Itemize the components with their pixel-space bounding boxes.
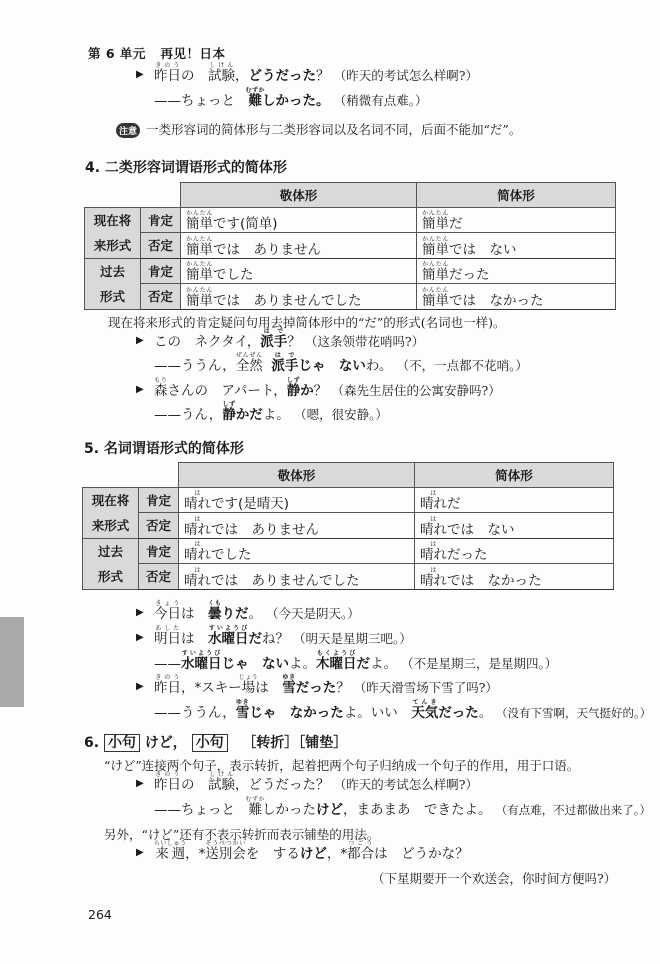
- column-header: 简体形: [415, 463, 614, 488]
- jp-text: の: [181, 777, 208, 793]
- jp-text: ？: [316, 68, 330, 84]
- furigana: かんたん: [186, 210, 213, 217]
- furigana: もくようび: [316, 650, 357, 657]
- example-zh: （不，一点都不花哨。）: [396, 358, 528, 373]
- jp-text: ね？: [262, 631, 289, 647]
- furigana: しけん: [208, 62, 235, 69]
- plain-form: 晴れはでは ない: [415, 513, 614, 539]
- furigana: すいようび: [208, 625, 249, 632]
- example-zh: （嗯，很安静。）: [294, 407, 388, 422]
- polarity-label: 否定: [139, 564, 179, 590]
- kanji-with-furigana: 水曜日すいようび: [208, 625, 249, 647]
- kanji-with-furigana: 送別会そうべつかい: [205, 840, 246, 862]
- furigana: ゆき: [282, 674, 296, 681]
- example-answer: [154, 699, 651, 722]
- kanji-with-furigana: 簡単かんたん: [186, 261, 213, 283]
- jp-text: ？: [287, 334, 301, 350]
- kanji-with-furigana: 晴れは: [184, 566, 211, 589]
- jp-text: しかった: [262, 802, 316, 818]
- polite-form: 簡単かんたんでした: [181, 258, 417, 284]
- table-row: [85, 207, 616, 233]
- polite-form: 晴れはでは ありませんでした: [179, 564, 415, 590]
- plain-form: 晴れはでは なかった: [415, 564, 614, 590]
- jp-text: ，*: [326, 846, 348, 862]
- explanation: 现在将来形式的肯定疑问句用去掉简体形中的“だ”的形式(名词也一样)。: [108, 315, 506, 330]
- kanji-with-furigana: 雪ゆき: [235, 699, 250, 721]
- furigana: きのう: [154, 62, 181, 69]
- furigana: は: [184, 515, 211, 523]
- bullet-icon: ▶: [136, 681, 144, 692]
- kanji-with-furigana: 晴れは: [184, 490, 211, 512]
- table-row: [85, 233, 616, 259]
- example-question: [136, 771, 478, 794]
- jp-text: ——ううん，: [154, 705, 236, 721]
- running-header: [88, 44, 225, 62]
- jp-bold: じゃ ない: [221, 656, 289, 672]
- jp-text: ——ううん，: [154, 358, 236, 374]
- furigana: じょう: [238, 674, 259, 681]
- adjective-conjugation-table: [84, 182, 616, 310]
- plain-form: 簡単かんたんだ: [417, 207, 616, 233]
- jp-text: この ネクタイ，: [154, 334, 261, 350]
- example-zh: （森先生居住的公寓安静吗?）: [331, 383, 501, 398]
- jp-text: よ。いい: [343, 705, 412, 721]
- jp-text: は: [181, 606, 208, 622]
- kanji-with-furigana: 簡単かんたん: [422, 235, 449, 258]
- jp-text: ——ちょっと: [154, 802, 249, 818]
- furigana: かんたん: [422, 286, 449, 294]
- furigana: かんたん: [186, 261, 213, 268]
- bullet-icon: ▶: [136, 607, 144, 618]
- explanation: “けど”连接两个句子，表示转折，起着把两个句子归纳成一个句子的作用，用于口语。: [104, 758, 580, 773]
- row-group-header: 现在将 来形式: [85, 207, 141, 258]
- example-question: [136, 600, 360, 623]
- furigana: は: [420, 541, 447, 548]
- kanji-with-furigana: 今日きょう: [154, 600, 181, 622]
- kanji-with-furigana: 晴れは: [420, 515, 447, 538]
- kanji-with-furigana: 雪ゆき: [282, 674, 296, 696]
- section-title: 5. 名词谓语形式的简体形: [84, 441, 244, 457]
- furigana: はで: [260, 328, 288, 335]
- table-row: [83, 487, 614, 513]
- section-number: 6.: [84, 735, 100, 751]
- jp-text: ，: [235, 68, 249, 84]
- kanji-with-furigana: 簡単かんたん: [422, 286, 449, 309]
- row-group-header: 现在将 来形式: [83, 487, 139, 538]
- kanji: 全然: [235, 358, 263, 374]
- kanji-with-furigana: 来週らいしゅう: [154, 840, 187, 862]
- kanji: 派手: [271, 358, 299, 374]
- furigana: むずか: [245, 796, 266, 803]
- jp-text: 。: [248, 606, 262, 622]
- furigana: は: [420, 490, 447, 497]
- example-question: [136, 62, 478, 85]
- example-question: [136, 328, 424, 351]
- unit-title: 再见！日本: [160, 46, 226, 61]
- page-number: 264: [88, 907, 112, 922]
- plain-form: 晴れはだった: [415, 538, 614, 564]
- plain-form: 晴れはだ: [415, 487, 614, 513]
- kanji-with-furigana: 晴れは: [184, 515, 211, 538]
- polite-form: 晴れはでは ありません: [179, 513, 415, 539]
- furigana: かんたん: [422, 235, 449, 243]
- furigana: は: [184, 490, 211, 497]
- example-jp: [154, 840, 469, 862]
- kanji-with-furigana: 曇くも: [208, 600, 222, 622]
- bullet-icon: ▶: [136, 335, 144, 346]
- furigana: かんたん: [422, 261, 449, 268]
- polite-form: 簡単かんたんでは ありません: [181, 233, 417, 259]
- jp-bold: けど: [316, 802, 343, 818]
- clause-box: 小句: [192, 734, 228, 752]
- furigana: すいようび: [181, 650, 222, 657]
- kanji: 派手: [260, 334, 288, 350]
- jp-bold: じゃ なかった: [249, 705, 344, 721]
- jp-text: ，*: [185, 846, 206, 862]
- polarity-label: 肯定: [141, 258, 181, 284]
- bullet-icon: ▶: [136, 847, 144, 858]
- jp-bold: けど: [299, 846, 327, 862]
- furigana: きょう: [154, 600, 181, 607]
- column-header: 简体形: [417, 183, 616, 208]
- jp-text: 。: [478, 705, 493, 721]
- usage-tags: ［转折］［铺垫］: [242, 735, 348, 751]
- furigana: くも: [208, 600, 222, 607]
- jp-text: は どうかな？: [374, 846, 469, 862]
- example-zh: （今天是阴天。）: [262, 606, 360, 621]
- section-title: 4. 二类形容词谓语形式的简体形: [85, 160, 287, 176]
- kanji-with-furigana: 簡単かんたん: [186, 286, 213, 309]
- example-question: [136, 840, 469, 863]
- row-group-header: 过去 形式: [85, 258, 141, 309]
- chapter-side-tab: [0, 617, 24, 707]
- jp-text: よ。: [289, 656, 316, 672]
- bullet-icon: ▶: [136, 69, 144, 80]
- example-zh: （昨天的考试怎么样啊?）: [333, 68, 478, 83]
- jp-text: わ。: [365, 358, 393, 374]
- jp-bold: りだ: [221, 606, 249, 622]
- table-row: [83, 538, 614, 564]
- example-zh: （有点难，不过都做出来了。）: [495, 803, 652, 817]
- table-row: [85, 284, 616, 310]
- jp-text: ——うん，: [154, 407, 223, 423]
- furigana: は: [184, 566, 211, 574]
- example-jp: [154, 796, 492, 818]
- jp-bold: だった: [438, 705, 479, 721]
- column-header: 敬体形: [181, 183, 417, 208]
- column-header: 敬体形: [179, 463, 415, 488]
- example-answer: [154, 401, 388, 424]
- kanji-with-furigana: 試験しけん: [208, 62, 235, 84]
- plain-form: 簡単かんたんでは なかった: [417, 284, 616, 310]
- table-row: [83, 564, 614, 590]
- furigana: らいしゅう: [154, 840, 187, 847]
- example-answer: [154, 352, 528, 375]
- polarity-label: 否定: [139, 513, 179, 539]
- furigana: は: [420, 515, 447, 523]
- explanation: 另外，“けど”还有不表示转折而表示铺垫的用法。: [104, 827, 380, 842]
- conjunction: けど，: [144, 735, 187, 751]
- jp-text: ？: [336, 680, 350, 696]
- jp-bold: しかった。: [262, 93, 330, 109]
- polite-form: 簡単かんたんです(简单): [181, 207, 417, 233]
- note: [116, 120, 521, 138]
- jp-text: は: [181, 631, 208, 647]
- section-title: [84, 732, 347, 752]
- example-zh: （不是星期三，是星期四。）: [397, 656, 558, 671]
- kanji-with-furigana: 簡単かんたん: [186, 210, 213, 232]
- kanji-with-furigana: 試験しけん: [208, 771, 235, 793]
- jp-text: さんの アパート，: [167, 383, 287, 399]
- kanji-with-furigana: 晴れは: [420, 541, 447, 563]
- example-zh: （稍微有点难。）: [333, 93, 428, 108]
- furigana: むずか: [245, 87, 266, 94]
- furigana: は: [420, 566, 447, 574]
- furigana: しず: [222, 401, 236, 408]
- kanji-with-furigana: 晴れは: [420, 490, 447, 512]
- blank-corner: [85, 183, 181, 208]
- jp-text: ，まあまあ できたよ。: [343, 802, 492, 818]
- row-group-header: 过去 形式: [83, 538, 139, 589]
- jp-bold: だった: [295, 680, 337, 696]
- furigana: あした: [154, 625, 181, 632]
- plain-form: 簡単かんたんだった: [417, 258, 616, 284]
- kanji: 静: [286, 383, 301, 399]
- example-zh: （昨天的考试怎么样啊?）: [333, 777, 478, 792]
- furigana: はで: [271, 352, 299, 359]
- jp-bold: じゃ ない: [298, 358, 366, 374]
- example-jp: [154, 87, 330, 109]
- furigana: もり: [154, 377, 168, 384]
- table-row: [85, 258, 616, 284]
- kanji-with-furigana: 場じょう: [238, 674, 259, 696]
- jp-text: は: [255, 680, 283, 696]
- furigana: かんたん: [186, 235, 213, 243]
- polarity-label: 否定: [141, 233, 181, 259]
- jp-bold: だ: [356, 656, 370, 672]
- blank-corner: [83, 463, 179, 488]
- jp-bold: か: [300, 383, 314, 399]
- kanji-with-furigana: 明日あした: [154, 625, 181, 647]
- kanji-with-furigana: 水曜日すいようび: [181, 650, 222, 672]
- furigana: しず: [286, 377, 301, 384]
- example-zh: （下星期要开一个欢送会，你时间方便吗?）: [372, 871, 617, 886]
- jp-text: を する: [245, 846, 300, 862]
- plain-form: 簡単かんたんでは ない: [417, 233, 616, 259]
- jp-text: よ。: [262, 407, 290, 423]
- example-answer: [154, 796, 651, 819]
- kanji: 静: [222, 407, 236, 423]
- example-answer: [154, 650, 557, 673]
- furigana: きのう: [154, 674, 181, 681]
- furigana: ゆき: [235, 699, 250, 706]
- bullet-icon: ▶: [136, 632, 144, 643]
- kanji-with-furigana: 木曜日もくようび: [316, 650, 357, 672]
- kanji-with-furigana: 簡単かんたん: [186, 235, 213, 258]
- kanji-with-furigana: 簡単かんたん: [422, 261, 449, 283]
- example-question: [136, 625, 412, 648]
- jp-bold: だ: [248, 631, 262, 647]
- kanji-with-furigana: 昨日きのう: [154, 62, 181, 84]
- kanji-with-furigana: 都合つごう: [347, 840, 375, 862]
- example-jp: [154, 62, 330, 84]
- furigana: かんたん: [422, 210, 449, 217]
- example-zh: （这条领带花哨吗?）: [305, 334, 425, 349]
- furigana: そうべつかい: [205, 840, 246, 847]
- polite-form: 晴れはでした: [179, 538, 415, 564]
- note-text: 一类形容词的简体形与二类形容词以及名词不同，后面不能加“だ”。: [146, 122, 522, 137]
- note-icon: 注意: [116, 123, 140, 138]
- jp-text: ，*スキー: [181, 680, 242, 696]
- bullet-icon: ▶: [136, 384, 144, 395]
- example-zh: （明天是星期三吧。）: [289, 631, 412, 646]
- jp-text: の: [181, 68, 208, 84]
- polite-form: 晴れはです(是晴天): [179, 487, 415, 513]
- kanji-with-furigana: 昨日きのう: [154, 771, 181, 793]
- jp-bold: かだ: [235, 407, 263, 423]
- unit-label: 第 6 单元: [88, 46, 146, 61]
- jp-text: よ。: [370, 656, 397, 672]
- furigana: きのう: [154, 771, 181, 778]
- example-question: [136, 377, 501, 400]
- kanji-with-furigana: 天気てんき: [411, 699, 439, 721]
- furigana: しけん: [208, 771, 235, 778]
- furigana: てんき: [411, 699, 439, 706]
- jp-bold: どうだった: [248, 68, 316, 84]
- furigana: かんたん: [186, 286, 213, 294]
- jp-text: ，どうだった？: [235, 777, 330, 793]
- clause-box: 小句: [104, 734, 140, 752]
- polarity-label: 肯定: [139, 487, 179, 513]
- polarity-label: 肯定: [139, 538, 179, 564]
- polarity-label: 肯定: [141, 207, 181, 233]
- noun-conjugation-table: [82, 462, 614, 590]
- jp-text: ——ちょっと: [154, 93, 249, 109]
- kanji-with-furigana: 昨日きのう: [154, 674, 181, 696]
- furigana: つごう: [347, 840, 375, 847]
- furigana: ぜんぜん: [235, 352, 263, 359]
- jp-text: ——: [154, 656, 181, 672]
- bullet-icon: ▶: [136, 778, 144, 789]
- example-question: [136, 674, 498, 697]
- example-zh: （昨天滑雪场下雪了吗?）: [349, 680, 498, 695]
- example-zh: （没有下雪啊，天气挺好的。）: [492, 706, 652, 720]
- kanji-with-furigana: 晴れは: [420, 566, 447, 589]
- kanji-with-furigana: 難むずか: [245, 796, 266, 818]
- polarity-label: 否定: [141, 284, 181, 310]
- kanji-with-furigana: 難むずか: [245, 87, 266, 109]
- example-jp: [154, 771, 330, 793]
- jp-text: ？: [313, 383, 328, 399]
- example-answer: [154, 87, 428, 110]
- table-row: [83, 513, 614, 539]
- furigana: は: [184, 541, 211, 548]
- polite-form: 簡単かんたんでは ありませんでした: [181, 284, 417, 310]
- kanji: 森: [154, 383, 168, 399]
- kanji-with-furigana: 簡単かんたん: [422, 210, 449, 232]
- kanji-with-furigana: 晴れは: [184, 541, 211, 563]
